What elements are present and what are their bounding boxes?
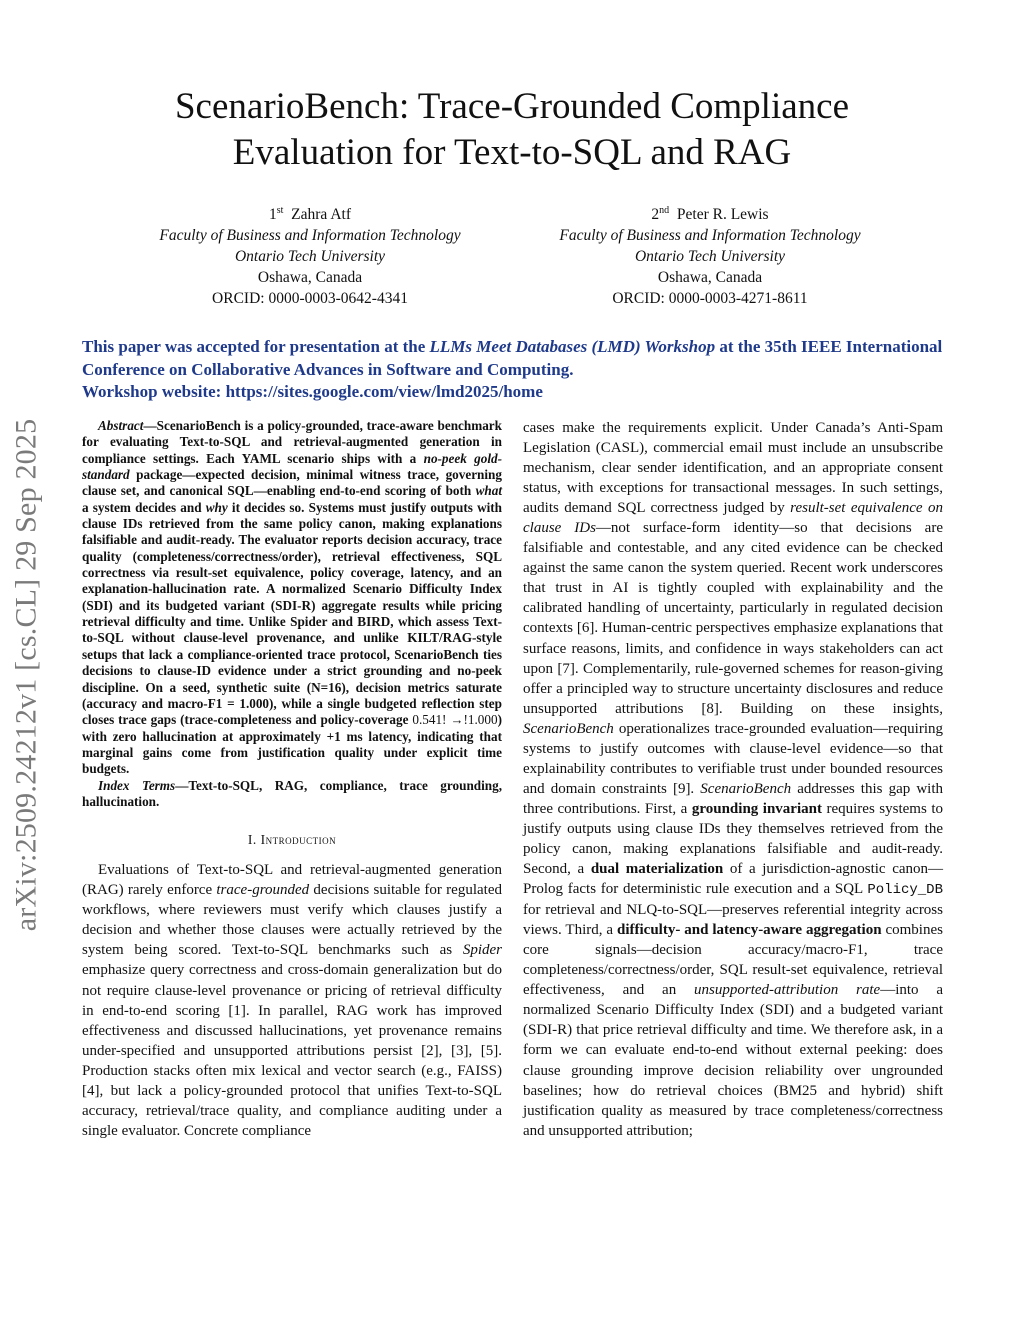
author-name-line: 1st Zahra Atf (269, 205, 351, 224)
acceptance-notice: This paper was accepted for presentation at the LLMs Meet Databases (LMD) Workshop at the 35th IEEE International Conference on Collaborative Advances in Software and Computing. Workshop website: https://sites.google.com/view/lmd2025/home (82, 337, 943, 401)
right-column (523, 418, 943, 1141)
index-terms: Index Terms—Text-to-SQL, RAG, compliance, trace grounding, hallucination. (82, 777, 502, 809)
workshop-website-link[interactable]: Workshop website: https://sites.google.com/view/lmd2025/home (82, 382, 543, 401)
abstract: Abstract—ScenarioBench is a policy-grounded, trace-aware benchmark for evaluating Text-to-SQL and retrieval-augmented generation in compliance settings. Each YAML scenario ships with a no-peek gold-standard package—expected decision, minimal witness trace, governing clause set, and canonical SQL—enabling end-to-end scoring of both what a system decides and why it decides so. Systems must justify outputs with clause IDs retrieved from the same policy canon, making explanations falsifiable and audit-ready. The evaluator reports decision accuracy, trace quality (completeness/correctness/order), retrieval effectiveness, SQL correctness via result-set equivalence, policy coverage, latency, and an explanation-hallucination rate. A normalized Scenario Difficulty Index (SDI) and its budgeted variant (SDI-R) aggregate results while pricing retrieval difficulty and time. Unlike Spider and BIRD, which assess Text-to-SQL without clause-level provenance, and unlike KILT/RAG-style setups that lack a compliance-oriented trace protocol, ScenarioBench ties decisions to clause-ID evidence under a strict grounding and no-peek discipline. On a seed, synthetic suite (N=16), decision metrics saturate (accuracy and macro-F1 = 1.000), while a single budgeted reflection step closes trace gaps (trace-completeness and policy-coverage 0.541! →!1.000) with zero hallucination at approximately +1 ms latency, indicating that marginal gains come from justification quality under explicit time budgets. (82, 418, 502, 777)
author-location: Oshawa, Canada (257, 269, 363, 287)
author-block (500, 200, 920, 309)
arxiv-identifier[interactable]: arXiv:2509.24212v1 [cs.CL] 29 Sep 2025 (9, 418, 43, 932)
index-terms-label: Index Terms (98, 777, 176, 793)
section-heading: I. Introduction (247, 832, 337, 848)
title-line: Evaluation for Text-to-SQL and RAG (232, 132, 792, 173)
left-column (82, 418, 502, 1141)
author-affiliation: Faculty of Business and Information Technology (559, 227, 861, 245)
author-name: Zahra Atf (291, 206, 351, 224)
arxiv-stamp (0, 375, 52, 975)
author-affiliation: Faculty of Business and Information Technology (159, 227, 461, 245)
intro-paragraph-continued: cases make the requirements explicit. Under Canada’s Anti-Spam Legislation (CASL), commercial email must include an unsubscribe mechanism, clear sender identification, and an appropriate consent status, with exceptions for transactional messages. In such settings, audits demand SQL correctness judged by result-set equivalence on clause IDs—not surface-form identity—so that decisions are falsifiable and contestable, and any cited evidence can be checked against the same canon the system queried. Recent work underscores that trust in AI is tightly coupled with explainability and the calibrated handling of uncertainty, particularly in regulated decision contexts [6]. Human-centric perspectives emphasize explanations that surface reasons, limits, and confidence in ways stakeholders can act upon [7]. Complementarily, rule-governed schemes for reason-giving offer a principled way to structure uncertainty disclosures and reduce unsupported attributions [8]. Building on these insights, ScenarioBench operationalizes trace-grounded evaluation—requiring systems to justify outcomes with clause-level evidence—so that explainability contributes to verifiable trust under bounded resources and domain constraints [9]. ScenarioBench addresses this gap with three contributions. First, a grounding invariant requires systems to justify outputs using clause IDs they themselves retrieved from the policy canon, making explanations falsifiable and audit-ready. Second, a dual materialization of a jurisdiction-agnostic canon—Prolog facts for deterministic rule execution and a SQL Policy_DB for retrieval and NLQ-to-SQL—preserves referential integrity across views. Third, a difficulty- and latency-aware aggregation combines core signals—decision accuracy/macro-F1, trace completeness/correctness/order, SQL result-set equivalence, retrieval effectiveness, and an unsupported-attribution rate—into a normalized Scenario Difficulty Index (SDI) and a budgeted variant (SDI-R) that price retrieval difficulty and time. We therefore ask, in a form we can evaluate end-to-end without external peeking: does clause grounding improve decision reliability over ungrounded baselines; how do retrieval choices (BM25 and hybrid) shift justification quality as measured by trace completeness/correctness and unsupported attribution; (523, 420, 944, 1139)
author-name-line: 2nd Peter R. Lewis (651, 205, 769, 224)
author-university: Ontario Tech University (634, 248, 786, 266)
author-location: Oshawa, Canada (657, 269, 763, 287)
workshop-name: LLMs Meet Databases (LMD) Workshop (429, 337, 716, 356)
paper-title (100, 84, 924, 176)
abstract-label: Abstract (98, 418, 144, 433)
author-orcid: ORCID: 0000-0003-0642-4341 (212, 290, 408, 308)
author-block (100, 200, 520, 309)
author-university: Ontario Tech University (234, 248, 386, 266)
code-policy-db: Policy_DB (867, 882, 943, 899)
intro-paragraph: Evaluations of Text-to-SQL and retrieval-augmented generation (RAG) rarely enforce trace-grounded decisions suitable for regulated workflows, where reviewers must verify which clauses justify a decision and whether those clauses were actually retrieved by the system being scored. Text-to-SQL benchmarks such as Spider emphasize query correctness and cross-domain generalization but do not require clause-level provenance or pricing of retrieval difficulty in end-to-end scoring [1]. In parallel, RAG work has improved effectiveness and discussed hallucinations, yet provenance remains under-specified and unsupported attributions persist [2], [3], [5]. Production stacks often mix lexical and vector search (e.g., FAISS) [4], but lack a policy-grounded protocol that unifies Text-to-SQL accuracy, retrieval/trace quality, and compliance auditing under a single evaluator. Concrete compliance (82, 862, 502, 1139)
title-line: ScenarioBench: Trace-Grounded Compliance (174, 86, 850, 127)
author-name: Peter R. Lewis (676, 206, 769, 224)
author-orcid: ORCID: 0000-0003-4271-8611 (612, 290, 808, 308)
